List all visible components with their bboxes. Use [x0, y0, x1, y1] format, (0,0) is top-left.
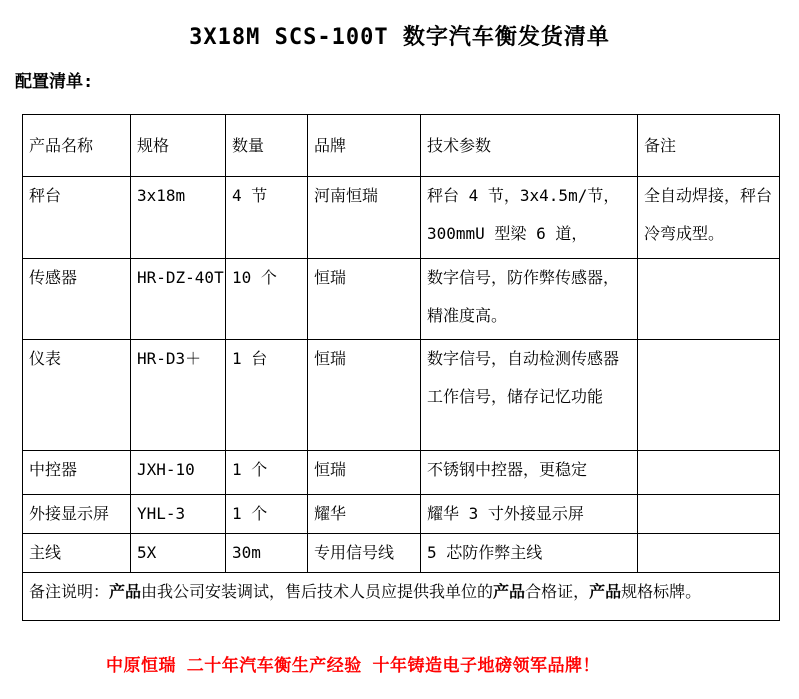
cell-product: 中控器 — [23, 451, 131, 495]
cell-qty: 4 节 — [226, 177, 308, 259]
table-row — [23, 259, 780, 340]
remark-segment: 由我公司安装调试，售后技术人员应提供我单位的 — [141, 582, 494, 601]
table-row — [23, 495, 780, 534]
remark-segment: 规格标牌。 — [621, 582, 702, 601]
column-header-3: 品牌 — [308, 115, 421, 177]
cell-qty: 1 台 — [226, 340, 308, 451]
cell-brand: 耀华 — [308, 495, 421, 534]
remark-segment: 产品 — [589, 582, 622, 601]
cell-brand: 恒瑞 — [308, 340, 421, 451]
cell-brand: 恒瑞 — [308, 259, 421, 340]
cell-note: 全自动焊接，秤台冷弯成型。 — [638, 177, 780, 259]
cell-tech: 不锈钢中控器，更稳定 — [421, 451, 638, 495]
column-header-2: 数量 — [226, 115, 308, 177]
cell-product: 仪表 — [23, 340, 131, 451]
cell-note — [638, 534, 780, 573]
cell-tech: 秤台 4 节，3x4.5m/节，300mmU 型梁 6 道， — [421, 177, 638, 259]
table-row — [23, 451, 780, 495]
config-table — [22, 114, 780, 621]
cell-spec: HR-DZ-40T — [131, 259, 226, 340]
cell-qty: 30m — [226, 534, 308, 573]
remark-row-text — [23, 573, 780, 621]
remark-row — [23, 573, 780, 621]
cell-tech: 数字信号，自动检测传感器工作信号，储存记忆功能 — [421, 340, 638, 451]
cell-spec: 3x18m — [131, 177, 226, 259]
cell-spec: YHL-3 — [131, 495, 226, 534]
cell-spec: 5X — [131, 534, 226, 573]
cell-note — [638, 340, 780, 451]
cell-note — [638, 259, 780, 340]
table-header-row — [23, 115, 780, 177]
table-row — [23, 534, 780, 573]
page-title: 3X18M SCS-100T 数字汽车衡发货清单 — [189, 25, 610, 50]
cell-brand: 河南恒瑞 — [308, 177, 421, 259]
cell-brand: 专用信号线 — [308, 534, 421, 573]
column-header-5: 备注 — [638, 115, 780, 177]
remark-segment: 备注说明： — [29, 582, 110, 601]
cell-note — [638, 495, 780, 534]
cell-qty: 1 个 — [226, 451, 308, 495]
cell-tech: 耀华 3 寸外接显示屏 — [421, 495, 638, 534]
cell-tech: 5 芯防作弊主线 — [421, 534, 638, 573]
section-label: 配置清单: — [15, 72, 94, 92]
remark-segment: 产品 — [109, 582, 142, 601]
cell-product: 主线 — [23, 534, 131, 573]
column-header-1: 规格 — [131, 115, 226, 177]
cell-product: 秤台 — [23, 177, 131, 259]
cell-product: 外接显示屏 — [23, 495, 131, 534]
remark-segment: 产品 — [493, 582, 526, 601]
remark-segment: 合格证， — [525, 582, 590, 601]
cell-product: 传感器 — [23, 259, 131, 340]
cell-note — [638, 451, 780, 495]
cell-spec: JXH-10 — [131, 451, 226, 495]
table-row — [23, 340, 780, 451]
cell-tech: 数字信号，防作弊传感器，精准度高。 — [421, 259, 638, 340]
cell-qty: 1 个 — [226, 495, 308, 534]
table-row — [23, 177, 780, 259]
column-header-0: 产品名称 — [23, 115, 131, 177]
column-header-4: 技术参数 — [421, 115, 638, 177]
cell-brand: 恒瑞 — [308, 451, 421, 495]
footer-slogan: 中原恒瑞 二十年汽车衡生产经验 十年铸造电子地磅领军品牌！ — [106, 656, 600, 676]
cell-spec: HR-D3＋ — [131, 340, 226, 451]
cell-qty: 10 个 — [226, 259, 308, 340]
